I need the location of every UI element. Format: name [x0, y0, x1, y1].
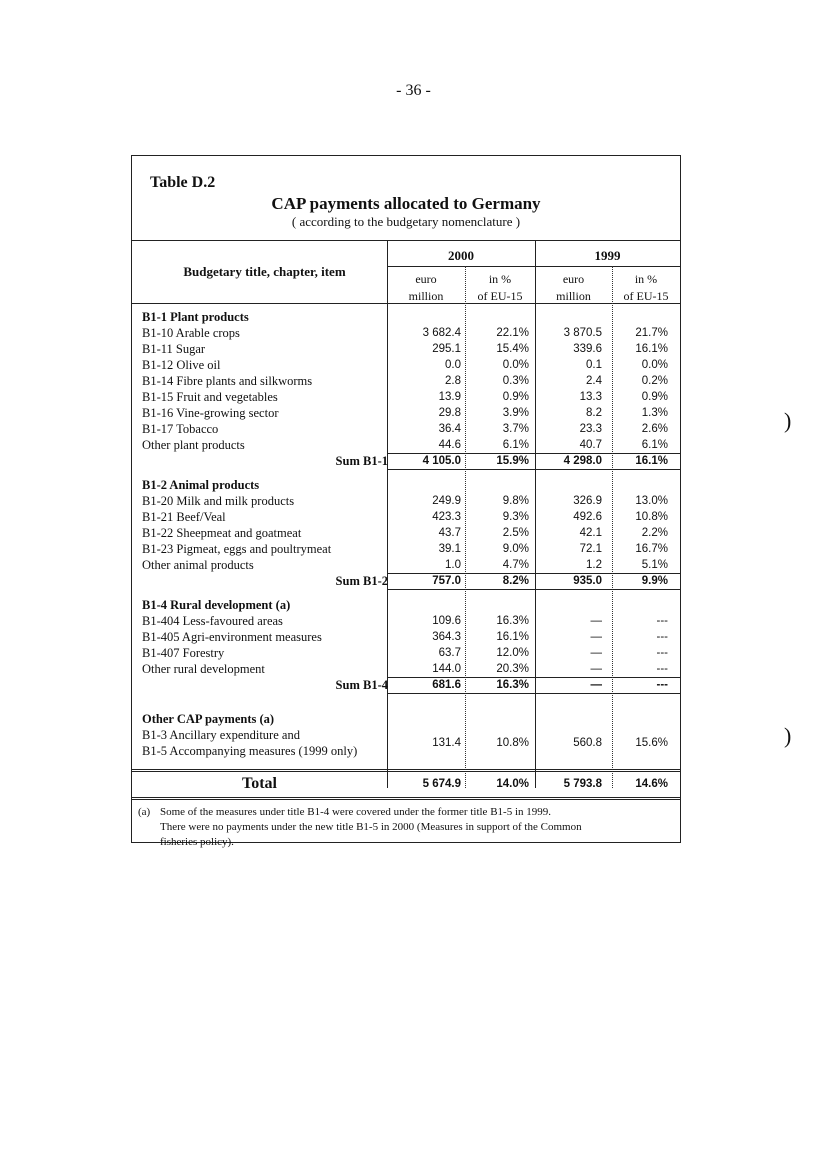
- value-2000: 13.9: [438, 391, 461, 403]
- share-1999: ---: [656, 663, 668, 675]
- row-label: B1-20 Milk and milk products: [142, 494, 295, 508]
- value-2000: 36.4: [438, 423, 461, 435]
- year-header-1999: 1999: [594, 248, 621, 263]
- share-1999: 0.2%: [641, 375, 668, 387]
- value-2000: 1.0: [445, 559, 461, 571]
- section-title: B1-4 Rural development (a): [142, 598, 291, 612]
- value-2000: 295.1: [432, 343, 461, 355]
- share-1999: 16.1%: [635, 343, 668, 355]
- share-2000: 8.2%: [502, 575, 529, 587]
- divider: [132, 303, 680, 304]
- footnote-marker: (a): [138, 806, 151, 818]
- share-2000: 10.8%: [496, 737, 529, 749]
- value-1999: 1.2: [586, 559, 602, 571]
- row-label: B1-405 Agri-environment measures: [142, 630, 322, 644]
- section-title: Other CAP payments (a): [142, 712, 275, 726]
- row-label: B1-23 Pigmeat, eggs and poultrymeat: [142, 542, 332, 556]
- value-1999: 13.3: [579, 391, 602, 403]
- value-1999: 492.6: [573, 511, 602, 523]
- share-2000: 6.1%: [502, 439, 529, 451]
- value-1999: —: [590, 647, 602, 659]
- year-header-2000: 2000: [448, 248, 474, 263]
- share-1999: 10.8%: [635, 511, 668, 523]
- value-2000: 43.7: [438, 527, 461, 539]
- row-label: B1-12 Olive oil: [142, 358, 221, 372]
- value-2000: 109.6: [432, 615, 461, 627]
- share-1999: 2.6%: [641, 423, 668, 435]
- share-2000: 4.7%: [502, 559, 529, 571]
- share-1999: 1.3%: [641, 407, 668, 419]
- value-1999: 339.6: [573, 343, 602, 355]
- value-1999: 2.4: [586, 375, 602, 387]
- col-subheader: of EU-15: [477, 289, 523, 303]
- value-2000: 5 674.9: [422, 778, 461, 790]
- sum-label: Sum B1-1: [335, 454, 388, 468]
- value-1999: 42.1: [579, 527, 602, 539]
- share-2000: 9.0%: [502, 543, 529, 555]
- share-1999: ---: [656, 631, 668, 643]
- table-id: Table D.2: [150, 174, 216, 191]
- value-2000: 131.4: [432, 737, 461, 749]
- share-2000: 15.4%: [496, 343, 529, 355]
- share-2000: 20.3%: [496, 663, 529, 675]
- share-1999: 5.1%: [641, 559, 668, 571]
- row-label: B1-11 Sugar: [142, 342, 206, 356]
- col-subheader: million: [408, 289, 444, 303]
- value-2000: 63.7: [438, 647, 461, 659]
- share-2000: 9.3%: [502, 511, 529, 523]
- value-2000: 423.3: [432, 511, 461, 523]
- total-label: Total: [242, 775, 277, 792]
- table-header: [132, 156, 680, 241]
- share-1999: ---: [656, 679, 668, 691]
- value-2000: 681.6: [432, 679, 461, 691]
- value-2000: 757.0: [432, 575, 461, 587]
- share-2000: 12.0%: [496, 647, 529, 659]
- section-title: B1-2 Animal products: [142, 478, 260, 492]
- row-label: B1-404 Less-favoured areas: [142, 614, 283, 628]
- col-subheader: in %: [634, 272, 658, 286]
- divider: [132, 797, 680, 798]
- col-subheader: of EU-15: [623, 289, 669, 303]
- value-1999: —: [590, 615, 602, 627]
- divider: [387, 589, 680, 590]
- col-subheader: euro: [562, 272, 585, 286]
- value-1999: 0.1: [586, 359, 602, 371]
- footnote-line: [138, 805, 668, 820]
- row-label: Other plant products: [142, 438, 245, 452]
- value-1999: 326.9: [573, 495, 602, 507]
- value-2000: 249.9: [432, 495, 461, 507]
- divider: [132, 769, 680, 770]
- row-label: B1-15 Fruit and vegetables: [142, 390, 278, 404]
- row-label: B1-5 Accompanying measures (1999 only): [142, 744, 358, 758]
- col-subheader: in %: [488, 272, 512, 286]
- value-2000: 4 105.0: [422, 455, 461, 467]
- sum-label: Sum B1-2: [335, 574, 388, 588]
- row-label: B1-10 Arable crops: [142, 326, 240, 340]
- value-1999: 8.2: [586, 407, 602, 419]
- margin-mark: ): [784, 723, 792, 748]
- table-frame: [131, 155, 681, 848]
- value-2000: 44.6: [438, 439, 461, 451]
- value-2000: 364.3: [432, 631, 461, 643]
- value-1999: —: [590, 679, 602, 691]
- value-1999: 935.0: [573, 575, 602, 587]
- value-1999: —: [590, 663, 602, 675]
- share-1999: 9.9%: [641, 575, 668, 587]
- value-2000: 0.0: [445, 359, 461, 371]
- share-2000: 22.1%: [496, 327, 529, 339]
- share-2000: 2.5%: [502, 527, 529, 539]
- sum-label: Sum B1-4: [335, 678, 388, 692]
- share-2000: 16.3%: [496, 615, 529, 627]
- share-2000: 3.7%: [502, 423, 529, 435]
- value-2000: 3 682.4: [422, 327, 461, 339]
- share-1999: 16.7%: [635, 543, 668, 555]
- value-2000: 2.8: [445, 375, 461, 387]
- share-2000: 0.0%: [502, 359, 529, 371]
- divider: [387, 266, 680, 267]
- share-1999: 0.0%: [641, 359, 668, 371]
- value-1999: 23.3: [579, 423, 602, 435]
- share-2000: 16.3%: [496, 679, 529, 691]
- share-2000: 9.8%: [502, 495, 529, 507]
- share-2000: 3.9%: [502, 407, 529, 419]
- share-1999: ---: [656, 615, 668, 627]
- share-2000: 15.9%: [496, 455, 529, 467]
- value-1999: 40.7: [579, 439, 602, 451]
- share-1999: 21.7%: [635, 327, 668, 339]
- value-1999: 560.8: [573, 737, 602, 749]
- table-title: CAP payments allocated to Germany: [271, 194, 541, 213]
- col-subheader: euro: [415, 272, 437, 286]
- row-label: B1-407 Forestry: [142, 646, 225, 660]
- share-1999: 15.6%: [635, 737, 668, 749]
- divider: [387, 469, 680, 470]
- share-1999: 13.0%: [635, 495, 668, 507]
- footnote-text: Some of the measures under title B1-4 were covered under the former title B1-5 in 1999.: [160, 806, 551, 818]
- row-header: Budgetary title, chapter, item: [183, 264, 346, 279]
- divider: [132, 771, 680, 772]
- footnote: [138, 805, 668, 850]
- value-1999: 4 298.0: [563, 455, 602, 467]
- page-number: - 36 -: [396, 82, 431, 99]
- col-subheader: million: [556, 289, 591, 303]
- share-1999: 6.1%: [641, 439, 668, 451]
- value-1999: 3 870.5: [563, 327, 602, 339]
- row-label: Other animal products: [142, 558, 254, 572]
- footnote-line: There were no payments under the new title B1-5 in 2000 (Measures in support of the Common: [160, 821, 582, 833]
- divider: [387, 693, 680, 694]
- row-label: B1-22 Sheepmeat and goatmeat: [142, 526, 302, 540]
- row-label: B1-3 Ancillary expenditure and: [142, 728, 300, 742]
- share-2000: 14.0%: [496, 778, 529, 790]
- value-2000: 144.0: [432, 663, 461, 675]
- share-2000: 0.3%: [502, 375, 529, 387]
- share-2000: 0.9%: [502, 391, 529, 403]
- value-1999: 5 793.8: [563, 778, 602, 790]
- row-label: Other rural development: [142, 662, 265, 676]
- section-title: B1-1 Plant products: [142, 310, 249, 324]
- value-2000: 39.1: [438, 543, 461, 555]
- row-label: B1-21 Beef/Veal: [142, 510, 226, 524]
- share-1999: ---: [656, 647, 668, 659]
- value-1999: —: [590, 631, 602, 643]
- share-1999: 0.9%: [641, 391, 668, 403]
- table-subtitle: ( according to the budgetary nomenclature ): [291, 214, 521, 229]
- footnote-line: fisheries policy).: [160, 836, 234, 848]
- value-1999: 72.1: [579, 543, 602, 555]
- divider: [132, 799, 680, 800]
- share-1999: 16.1%: [635, 455, 668, 467]
- margin-mark: ): [784, 408, 792, 433]
- row-label: B1-16 Vine-growing sector: [142, 406, 279, 420]
- share-2000: 16.1%: [496, 631, 529, 643]
- value-2000: 29.8: [438, 407, 461, 419]
- share-1999: 2.2%: [641, 527, 668, 539]
- share-1999: 14.6%: [635, 778, 668, 790]
- row-label: B1-14 Fibre plants and silkworms: [142, 374, 313, 388]
- row-label: B1-17 Tobacco: [142, 422, 219, 436]
